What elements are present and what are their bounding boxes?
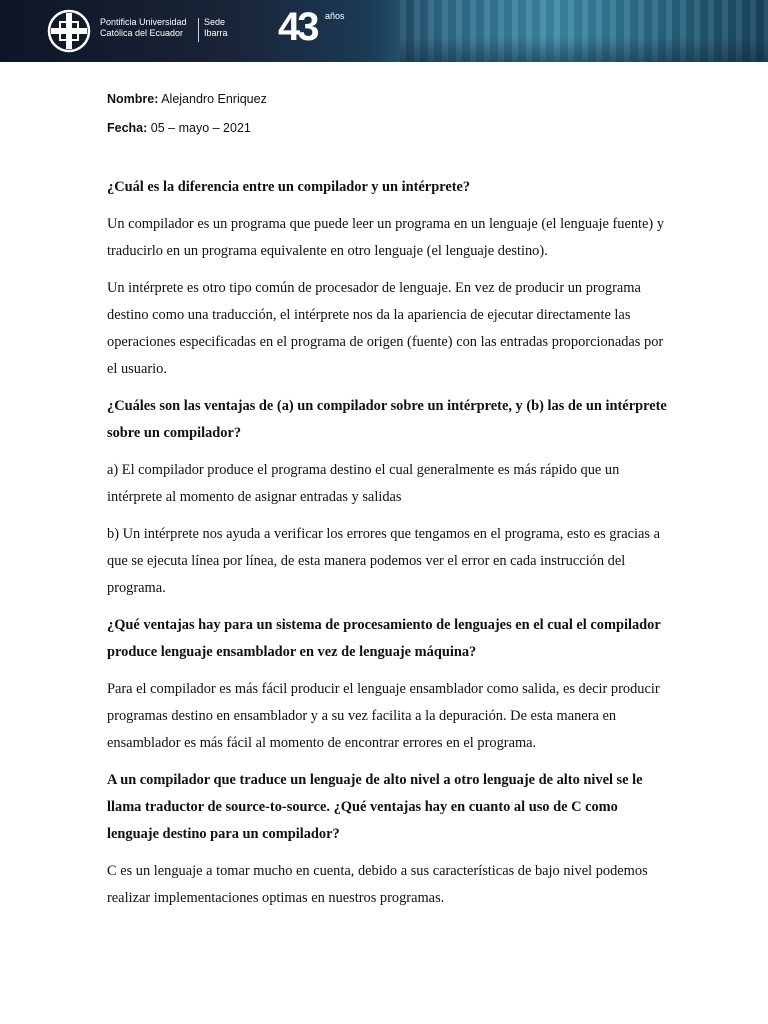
question-3: ¿Qué ventajas hay para un sistema de procesamiento de lenguajes en el cual el compilador produce lenguaje ensamblador en vez de lenguaje máquina? xyxy=(107,617,661,660)
question-1: ¿Cuál es la diferencia entre un compilador y un intérprete? xyxy=(107,179,471,195)
university-logo-icon xyxy=(46,8,92,54)
answer-1-paragraph-2: Un intérprete es otro tipo común de procesador de lenguaje. En vez de producir un programa destino como una traducción, el intérprete nos da la apariencia de ejecutar directamente las operaciones especificadas en el programa de origen (fuente) con las entradas proporcionadas por el usuario. xyxy=(107,280,664,377)
campus-photo xyxy=(400,0,768,62)
answer-2-paragraph-1: a) El compilador produce el programa destino el cual generalmente es más rápido que un intérprete al momento de asignar entradas y salidas xyxy=(107,462,620,505)
name-line xyxy=(107,92,267,106)
date-label: Fecha: xyxy=(107,121,148,135)
name-value: Alejandro Enriquez xyxy=(161,92,267,106)
campus-name-line1: Sede xyxy=(204,17,226,27)
document-body xyxy=(107,174,667,922)
date-value: 05 – mayo – 2021 xyxy=(150,121,251,135)
question-2: ¿Cuáles son las ventajas de (a) un compilador sobre un intérprete, y (b) las de un intérprete sobre un compilador? xyxy=(107,398,667,441)
answer-3-paragraph-1: Para el compilador es más fácil producir el lenguaje ensamblador como salida, es decir producir programas destino en ensamblador y a su vez facilita a la depuración. De esta manera en ensamblador es más fácil al momento de encontrar errores en el programa. xyxy=(107,681,660,751)
header-divider xyxy=(198,18,199,42)
university-name-line2: Católica del Ecuador xyxy=(100,28,184,38)
university-name-line1: Pontificia Universidad xyxy=(100,17,187,27)
anniversary-number: 43 xyxy=(278,5,317,49)
question-4: A un compilador que traduce un lenguaje de alto nivel a otro lenguaje de alto nivel se le llama traductor de source-to-source. ¿Qué ventajas hay en cuanto al uso de C como lenguaje destino para un compilador? xyxy=(107,772,643,842)
university-name xyxy=(100,17,187,39)
answer-2-paragraph-2: b) Un intérprete nos ayuda a verificar los errores que tengamos en el programa, esto es gracias a que se ejecuta línea por línea, de esta manera podemos ver el error en cada instrucción del programa. xyxy=(107,526,661,596)
anniversary-suffix: años xyxy=(325,11,345,21)
answer-4-paragraph-1: C es un lenguaje a tomar mucho en cuenta, debido a sus características de bajo nivel podemos realizar implementaciones optimas en nuestros programas. xyxy=(107,863,648,906)
header-banner xyxy=(0,0,768,62)
campus-name-line2: Ibarra xyxy=(204,28,228,38)
date-line xyxy=(107,121,251,135)
answer-1-paragraph-1: Un compilador es un programa que puede leer un programa en un lenguaje (el lenguaje fuente) y traducirlo en un programa equivalente en otro lenguaje (el lenguaje destino). xyxy=(107,216,665,259)
campus-name xyxy=(204,17,228,39)
name-label: Nombre: xyxy=(107,92,159,106)
